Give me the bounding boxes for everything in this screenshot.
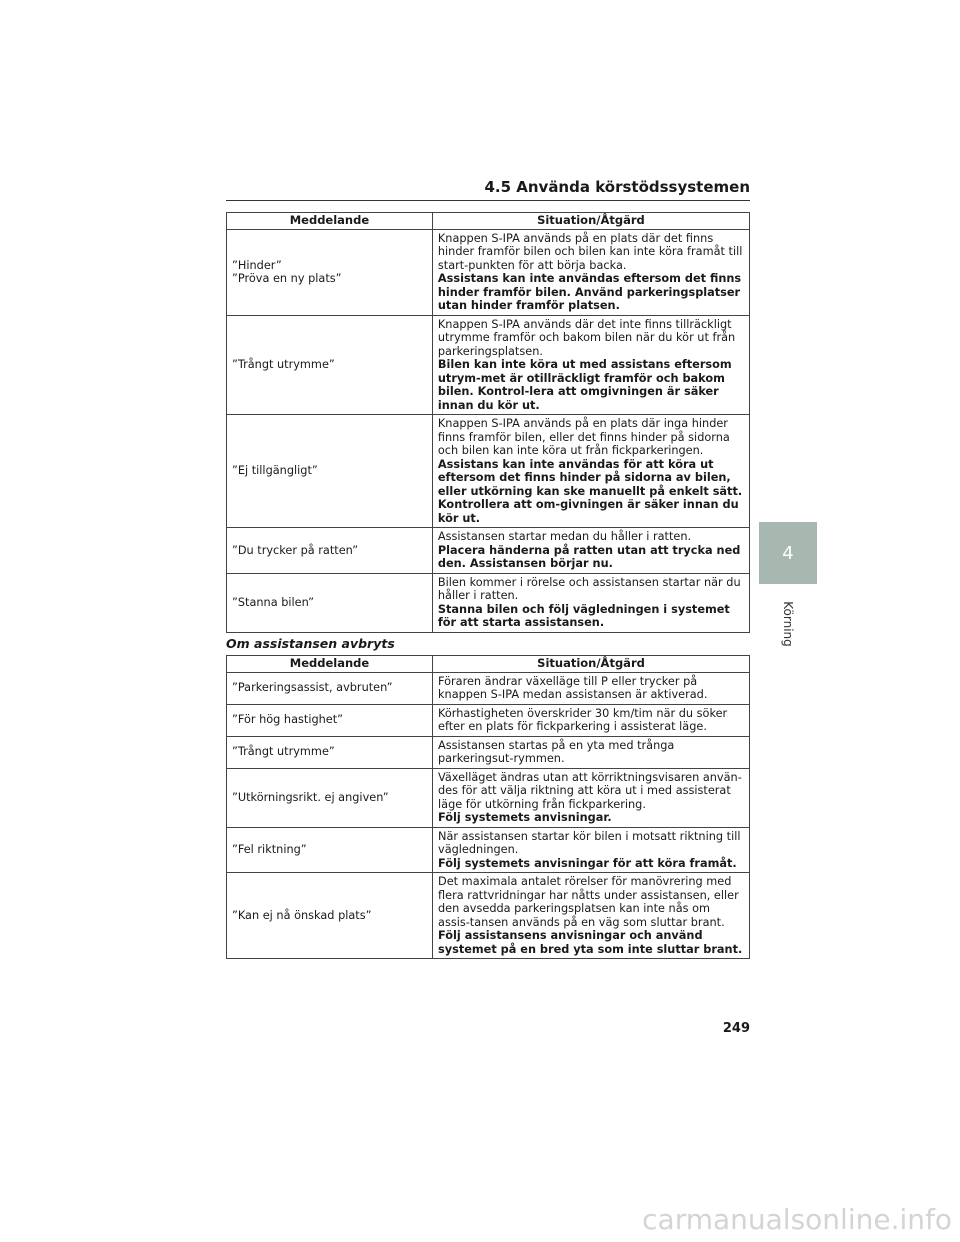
- message-cell: ”Fel riktning”: [227, 827, 433, 873]
- table-header-row: [227, 213, 750, 230]
- table-row: [227, 415, 750, 528]
- message-cell: ”Ej tillgängligt”: [227, 415, 433, 528]
- table-row: [227, 672, 750, 704]
- table-row: [227, 573, 750, 632]
- table-row: [227, 528, 750, 574]
- section-subheading: Om assistansen avbryts: [226, 636, 395, 651]
- situation-cell: Växelläget ändras utan att körriktningsvisaren använ-des för att välja riktning att köra ut i med assisterat läge för utkörning från fickparkering. Följ systemets anvisningar.: [433, 768, 750, 827]
- situation-cell: Föraren ändrar växelläge till P eller trycker på knappen S-IPA medan assistansen är aktiverad.: [433, 672, 750, 704]
- table-row: [227, 827, 750, 873]
- column-header-message: Meddelande: [227, 656, 433, 673]
- column-header-message: Meddelande: [227, 213, 433, 230]
- section-header: 4.5 Använda körstödssystemen: [226, 178, 750, 201]
- table-row: [227, 229, 750, 315]
- table-row: [227, 736, 750, 768]
- table-row: [227, 873, 750, 959]
- message-cell: ”Du trycker på ratten”: [227, 528, 433, 574]
- message-cell: ”Parkeringsassist, avbruten”: [227, 672, 433, 704]
- cancellation-table: [226, 655, 750, 959]
- chapter-tab: [759, 522, 817, 584]
- message-cell: ”För hög hastighet”: [227, 704, 433, 736]
- table-row: [227, 704, 750, 736]
- chapter-label: Körning: [781, 601, 795, 647]
- column-header-situation: Situation/Åtgärd: [433, 656, 750, 673]
- table-header-row: [227, 656, 750, 673]
- situation-cell: När assistansen startar kör bilen i motsatt riktning till vägledningen. Följ systemets anvisningar för att köra framåt.: [433, 827, 750, 873]
- situation-cell: Knappen S-IPA används på en plats där det finns hinder framför bilen och bilen kan inte köra framåt till start-punkten för att börja backa. Assistans kan inte användas eftersom det finns hinder framför bilen. Använd parkeringsplatser utan hinder framför platsen.: [432, 229, 749, 315]
- situation-cell: Assistansen startar medan du håller i ratten. Placera händerna på ratten utan att trycka ned den. Assistansen börjar nu.: [432, 528, 749, 574]
- message-cell: ”Stanna bilen”: [227, 573, 433, 632]
- situation-cell: Knappen S-IPA används där det inte finns tillräckligt utrymme framför och bakom bilen när du kör ut från parkeringsplatsen. Bilen kan inte köra ut med assistans eftersom utrym-met är otillräckligt framför och bakom bilen. Kontrol-lera att omgivningen är säker innan du kör ut.: [432, 315, 749, 415]
- message-cell: ”Hinder” ”Pröva en ny plats”: [227, 229, 433, 315]
- column-header-situation: Situation/Åtgärd: [432, 213, 749, 230]
- message-cell: ”Trångt utrymme”: [227, 315, 433, 415]
- table-row: [227, 768, 750, 827]
- table-row: [227, 315, 750, 415]
- watermark: carmanualsonline.info: [642, 1203, 952, 1236]
- situation-cell: Det maximala antalet rörelser för manövrering med flera rattvridningar har nåtts under assistansen, eller den avsedda parkeringsplatsen kan inte nås om assis-tansen används på en väg som sluttar brant. Följ assistansens anvisningar och använd systemet på en bred yta som inte sluttar brant.: [433, 873, 750, 959]
- situation-cell: Bilen kommer i rörelse och assistansen startar när du håller i ratten. Stanna bilen och följ vägledningen i systemet för att starta assistansen.: [432, 573, 749, 632]
- page-number: 249: [722, 1021, 750, 1036]
- situation-cell: Assistansen startas på en yta med trånga parkeringsut-rymmen.: [433, 736, 750, 768]
- chapter-number: 4: [782, 542, 794, 564]
- situation-cell: Knappen S-IPA används på en plats där inga hinder finns framför bilen, eller det finns hinder på sidorna och bilen kan inte köra ut från fickparkeringen. Assistans kan inte användas för att köra ut eftersom det finns hinder på sidorna av bilen, eller utkörning kan ske manuellt på enkelt sätt. Kontrollera att om-givningen är säker innan du kör ut.: [432, 415, 749, 528]
- situation-cell: Körhastigheten överskrider 30 km/tim när du söker efter en plats för fickparkering i assisterat läge.: [433, 704, 750, 736]
- message-cell: ”Utkörningsrikt. ej angiven”: [227, 768, 433, 827]
- messages-table: [226, 212, 750, 633]
- message-cell: ”Kan ej nå önskad plats”: [227, 873, 433, 959]
- message-cell: ”Trångt utrymme”: [227, 736, 433, 768]
